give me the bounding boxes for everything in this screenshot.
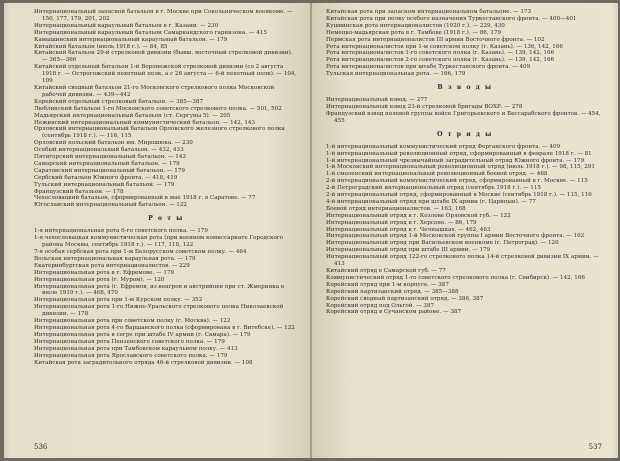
index-entry: Интернациональный караульный батальон Самаркандского гарнизона. — 415 [34, 29, 267, 36]
index-entry: Вольская интернациональная караульная рота. — 179 [34, 255, 196, 262]
index-entry: Корейский сводный партизанский отряд. — 386, 387 [326, 295, 484, 302]
index-entry: 1-я интернациональная рота 6-го советского полка. — 179 [34, 228, 208, 235]
index-entry: Камышинский интернациональный караульный батальон. — 179 [34, 36, 228, 43]
index-entry: Интернациональный взвод. — 277 [326, 97, 428, 104]
index-entry: Интернациональная рота в сегре при штабе IV армии (г. Самара). — 179 [34, 331, 251, 338]
index-entry: Боевой отряд интернационалистов. — 163, 168 [326, 205, 466, 212]
page-number: 537 [588, 443, 602, 451]
index-entry: Коммунистический отряд 1-го советского стрелкового полка (г. Свибирск). — 142, 166 [326, 274, 585, 281]
section-heading-platoons: В з в о д ы [437, 84, 493, 92]
index-entry: Китайская рота при запасном интернациональном батальоне. — 173 [326, 9, 532, 15]
index-list-companies-continued [326, 9, 604, 78]
index-list-battalions [34, 9, 298, 209]
left-page [4, 3, 310, 458]
index-entry: Самарский интернациональный батальон. — 179 [34, 160, 180, 167]
page-number: 536 [34, 443, 48, 451]
index-entry: Интернациональный взвод 23-й стрелковой бригады ВОХР. — 278 [326, 103, 523, 110]
index-entry: Особый интернациональный батальон. — 432, 433 [34, 147, 184, 154]
index-entry: Нежинский интернациональный коммунистический батальон. — 142, 143 [34, 119, 256, 126]
index-entry: Интернациональный отряд 122-го стрелкового полка 14-й стрелковой дивизии IX армии. — 413 [326, 254, 599, 268]
index-entry: Интернациональная рота в г. Ефремове. — 179 [34, 269, 175, 276]
right-page [312, 3, 618, 458]
index-entry: Немецко-мадьярская рота в г. Тамбове (1918 г.). — 86, 179 [326, 29, 502, 36]
index-entry: Китайский отряд в Самарской губ. — 77 [326, 268, 446, 274]
page-edge-shadow [4, 3, 10, 458]
index-entry: Интернациональная рота при советском полку (г. Москва). — 122 [34, 318, 231, 325]
index-entry: Интернациональная рота Ярославского советского полка. — 179 [34, 352, 228, 359]
index-entry: Пермская рота интернационалистов III армии Восточного фронта. — 102 [326, 36, 545, 43]
index-entry: Интернациональная рота 1-го Нижне-Уральского стрелкового полка Николаевской дивизии. — 178 [34, 304, 284, 318]
index-entry: Интернациональный отряд в г. Козлове Орловской губ. — 122 [326, 212, 511, 219]
index-entry: Тульский интернациональный батальон. — 179 [34, 181, 175, 188]
index-entry: Китайский сводный батальон 21-го Московского стрелкового полка Московской рабочей дивизии. — 439—442 [34, 84, 275, 98]
index-entry: 1-й Московский интернациональный революционный отряд (июль 1918 г.). — 98, 115, 291 [326, 164, 595, 171]
index-entry: Интернациональный караульный батальон в г. Казани. — 230 [34, 22, 219, 29]
index-entry: Тульская интернациональная рота. — 166, 179 [326, 71, 466, 78]
index-entry: 1-й интернациональный чрезвычайный заградительный отряд Южного фронта. — 179 [326, 157, 585, 164]
index-entry: Интернациональная рота при 1-м Курском полку. — 352 [34, 297, 203, 304]
index-entry: Мадьярский интернациональный батальон (ст. Сергуны 5). — 205 [34, 112, 231, 119]
index-entry: 1-й интернациональный коммунистический отряд Ферганского фронта. — 409 [326, 143, 561, 150]
index-entry: Корейский отряд под Ольгой. — 387 [326, 302, 435, 309]
index-entry: Пятигорский интернациональный батальон. — 143 [34, 154, 186, 161]
index-entry: Корейский партизанский отряд. — 385—388 [326, 288, 459, 295]
index-entry: 2-й Петроградский интернациональный отряд (сентябрь 1918 г.). — 115 [326, 185, 541, 192]
index-entry: Интернациональная рота 4-го Варшавского полка (сформирована в г. Витебске). — 122 [34, 324, 295, 331]
index-entry: Интернациональный отряд при штабе III армии. — 179 [326, 247, 491, 254]
index-entry: Интернациональный запасной батальон в г. Москве при Сокольническом военкоме. — 150, 177, 179, 201, 202 [34, 9, 293, 22]
index-entry: Китайский батальон 29-й стрелковой дивизии (бывш. восточный стрелковой дивизии). — 365—366 [34, 50, 293, 64]
index-entry: Чехословацкий батальон, сформированный в мае 1918 г. в Саратове. — 77 [34, 195, 256, 202]
index-entry: 4-й интернациональный отряд при штабе IX армии (г. Царицын). — 77 [326, 198, 536, 205]
section-heading-detachments: О т р я д ы [437, 130, 493, 138]
index-entry: Интернациональный отряд 1-й Московской группы I армии Восточного фронта. — 102 [326, 233, 585, 240]
index-entry: Кушвинская рота интернационалистов (1920 г.). — 229, 430 [326, 22, 505, 29]
index-entry: 2-й интернациональный коммунистический отряд, сформированный в г. Москве. — 115 [326, 178, 588, 185]
index-entry: Китайский отдельный батальон 1-й Воронежской стрелковой дивизии (со 2 августа 1918 г. — Острогожский пехотный полк, а с 26 августа — 6-й пехотный полк). — 104, 109 [34, 64, 297, 85]
index-entry: 1-й интернациональный революционный отряд, сформированный в феврале 1918 г. — 81 [326, 150, 592, 157]
index-entry: Интернациональная рота при Тамбовском караульном полку. — 413 [34, 345, 238, 352]
index-entry: Французский батальон. — 178 [34, 188, 124, 195]
index-entry: Саратовский интернациональный батальон. — 179 [34, 167, 185, 174]
index-entry: Орловский интернациональный батальон Орловского железного стрелкового полка (сентябрь 1918 г.). — 116, 115 [34, 126, 285, 140]
index-entry: Французский взвод полевой группы войск Григорьевского и Бессарабского фронтов. — 454, 455 [326, 110, 601, 124]
index-entry: Интернациональная рота Пензенского советского полка. — 179 [34, 338, 225, 345]
section-heading-companies: Р о т ы [148, 215, 184, 223]
index-list-companies [34, 228, 298, 366]
index-entry: Китайская рота заградительного отряда 46-й стрелковой дивизии. — 108 [34, 359, 253, 366]
index-entry: Сербский батальон Южного фронта. — 418, 419 [34, 174, 178, 181]
index-entry: Люблинский батальон 1-го Московского советского стрелкового полка. — 501, 502 [34, 105, 282, 112]
index-entry: Рота интернационалистов при 1-м советском полку (г. Казань). — 136, 142, 166 [326, 43, 563, 50]
page-edge-shadow [612, 3, 618, 458]
index-list-platoons [326, 97, 604, 125]
index-entry: Китайский батальон (июль 1918 г.). — 84, 85 [34, 43, 168, 50]
index-entry: Интернациональный отряд в г. Чечнышках. — 462, 463 [326, 226, 491, 233]
index-entry: Рота интернационалистов при штабе Туркестанского фронта. — 409 [326, 64, 531, 71]
index-entry: Интернациональная рота (г. Муром). — 120 [34, 276, 165, 283]
index-entry: Интернациональный отряд при Васильевском военкоме (г. Петроград). — 120 [326, 240, 559, 247]
index-entry: Екатеринбургская рота интернационалистов. — 229 [34, 262, 190, 269]
index-entry: 1-й смоленский интернациональный революционный боевой отряд. — 468 [326, 171, 548, 178]
index-entry: Корейский отряд при 1-м корпусе. — 387 [326, 281, 449, 288]
index-entry: 7-я особая сербская рота при 1-м Белорусском советском полку. — 464 [34, 249, 247, 255]
index-entry: 1-я чехословацкая коммунистическая рота (при военном комиссариате Городского района Москвы, сентябрь 1918 г.). — 117, 118, 122 [34, 235, 284, 249]
index-entry: Корейский отдельный стрелковый батальон. — 385—387 [34, 98, 204, 105]
index-entry: Рота интернационалистов 1-го советского полка (г. Казань). — 139, 142, 166 [326, 50, 555, 57]
index-entry: Китайская рота при полку особого назначения Туркестанского фронта. — 400—401 [326, 15, 577, 22]
index-entry: Рота интернационалистов 2-го советского полка (г. Казань). — 139, 142, 166 [326, 57, 555, 64]
index-entry: 2-й интернациональный отряд, сформированный в Москве (сентябрь 1918 г.). — 115, 116 [326, 192, 592, 199]
index-entry: Орловский польский батальон им. Мирошюка. — 230 [34, 140, 193, 147]
index-entry: Югославский интернациональный батальон. — 122 [34, 202, 187, 209]
index-entry: Корейский отряд в Сучанском районе. — 387 [326, 309, 462, 316]
index-list-detachments [326, 144, 604, 317]
index-entry: Интернациональная рота (г. Ефремов, из венгров и австрийцев при ст. Жмеринка в июле 1919 г.). — 468, 470 [34, 283, 284, 297]
index-entry: Интернациональный отряд в г. Херсоне. — 86, 179 [326, 219, 477, 226]
